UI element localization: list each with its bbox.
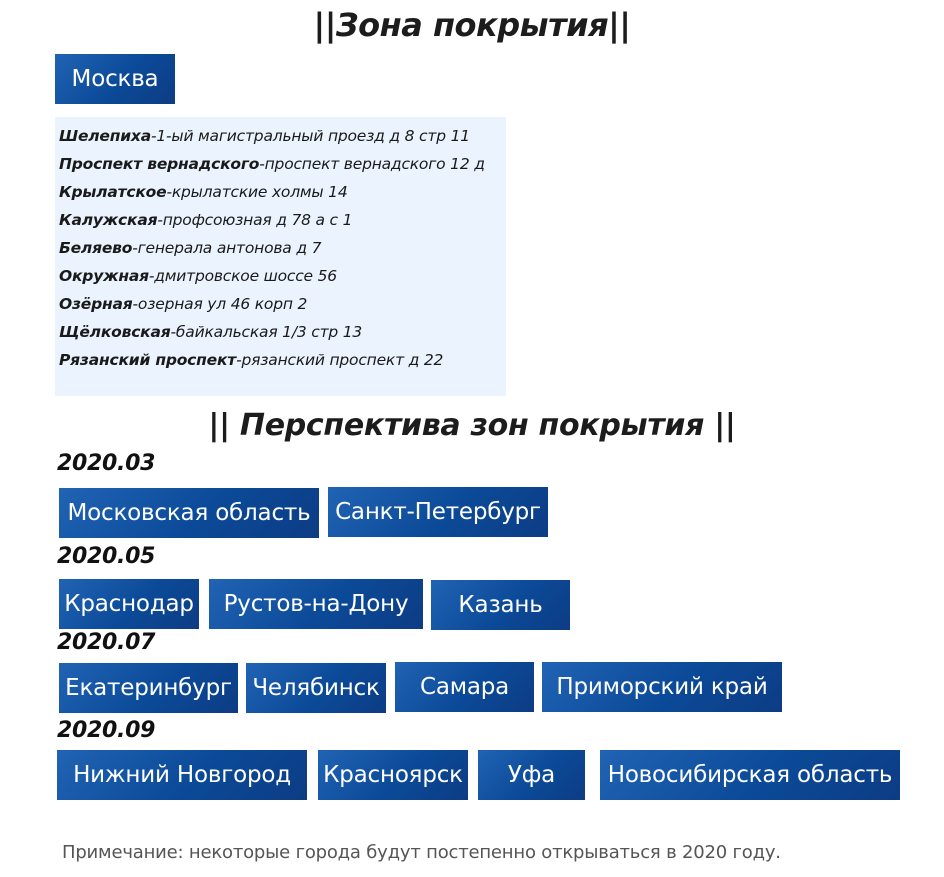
station-name: Беляево (59, 239, 133, 257)
title-bars-left: || (313, 6, 336, 44)
station-name: Калужская (59, 211, 158, 229)
city-chip[interactable]: Уфа (478, 750, 585, 800)
city-chip[interactable]: Рустов-на-Дону (209, 579, 423, 629)
region-chip-moscow[interactable]: Москва (55, 54, 175, 104)
city-chip[interactable]: Казань (431, 580, 570, 630)
perspective-title-text: Перспектива зон покрытия (239, 408, 705, 443)
station-address: -байкальская 1/3 стр 13 (170, 323, 363, 341)
title-bars-left: || (208, 408, 230, 443)
coverage-title (0, 6, 944, 44)
city-chip[interactable]: Самара (395, 662, 534, 712)
station-name: Крылатское (59, 183, 167, 201)
address-item (59, 346, 485, 374)
city-chip[interactable]: Московская область (59, 488, 319, 538)
station-address: -озерная ул 46 корп 2 (132, 295, 308, 313)
group-date: 2020.05 (57, 544, 156, 569)
address-item (59, 178, 485, 206)
station-address: -крылатские холмы 14 (166, 183, 348, 201)
group-date: 2020.07 (57, 630, 156, 655)
station-name: Озёрная (59, 295, 133, 313)
title-bars-right: || (608, 6, 631, 44)
station-name: Шелепиха (59, 127, 151, 145)
address-item (59, 234, 485, 262)
station-name: Щёлковская (59, 323, 171, 341)
station-address: -рязанский проспект д 22 (236, 351, 444, 369)
city-chip[interactable]: Екатеринбург (59, 663, 238, 713)
address-list (59, 122, 485, 374)
address-list-panel (55, 117, 506, 396)
address-item (59, 290, 485, 318)
city-chip[interactable]: Новосибирская область (600, 750, 900, 800)
station-address: -1-ый магистральный проезд д 8 стр 11 (150, 127, 470, 145)
city-chip[interactable]: Краснодар (59, 579, 199, 629)
address-item (59, 122, 485, 150)
address-item (59, 262, 485, 290)
station-address: -проспект вернадского 12 д (259, 155, 485, 173)
city-chip[interactable]: Санкт-Петербург (328, 487, 548, 537)
address-item (59, 318, 485, 346)
city-chip[interactable]: Челябинск (246, 663, 386, 713)
footnote: Примечание: некоторые города будут постепенно открываться в 2020 году. (62, 842, 781, 863)
perspective-title (0, 408, 944, 443)
group-date: 2020.09 (57, 718, 156, 743)
group-date: 2020.03 (57, 451, 156, 476)
address-item (59, 150, 485, 178)
station-name: Рязанский проспект (59, 351, 237, 369)
city-chip[interactable]: Приморский край (542, 662, 782, 712)
city-chip[interactable]: Красноярск (318, 750, 468, 800)
city-chip[interactable]: Нижний Новгород (57, 750, 307, 800)
station-address: -профсоюзная д 78 а с 1 (157, 211, 353, 229)
station-name: Проспект вернадского (59, 155, 260, 173)
station-name: Окружная (59, 267, 149, 285)
station-address: -дмитровское шоссе 56 (148, 267, 337, 285)
station-address: -генерала антонова д 7 (132, 239, 322, 257)
title-bars-right: || (714, 408, 736, 443)
address-item (59, 206, 485, 234)
coverage-title-text: Зона покрытия (335, 6, 609, 44)
